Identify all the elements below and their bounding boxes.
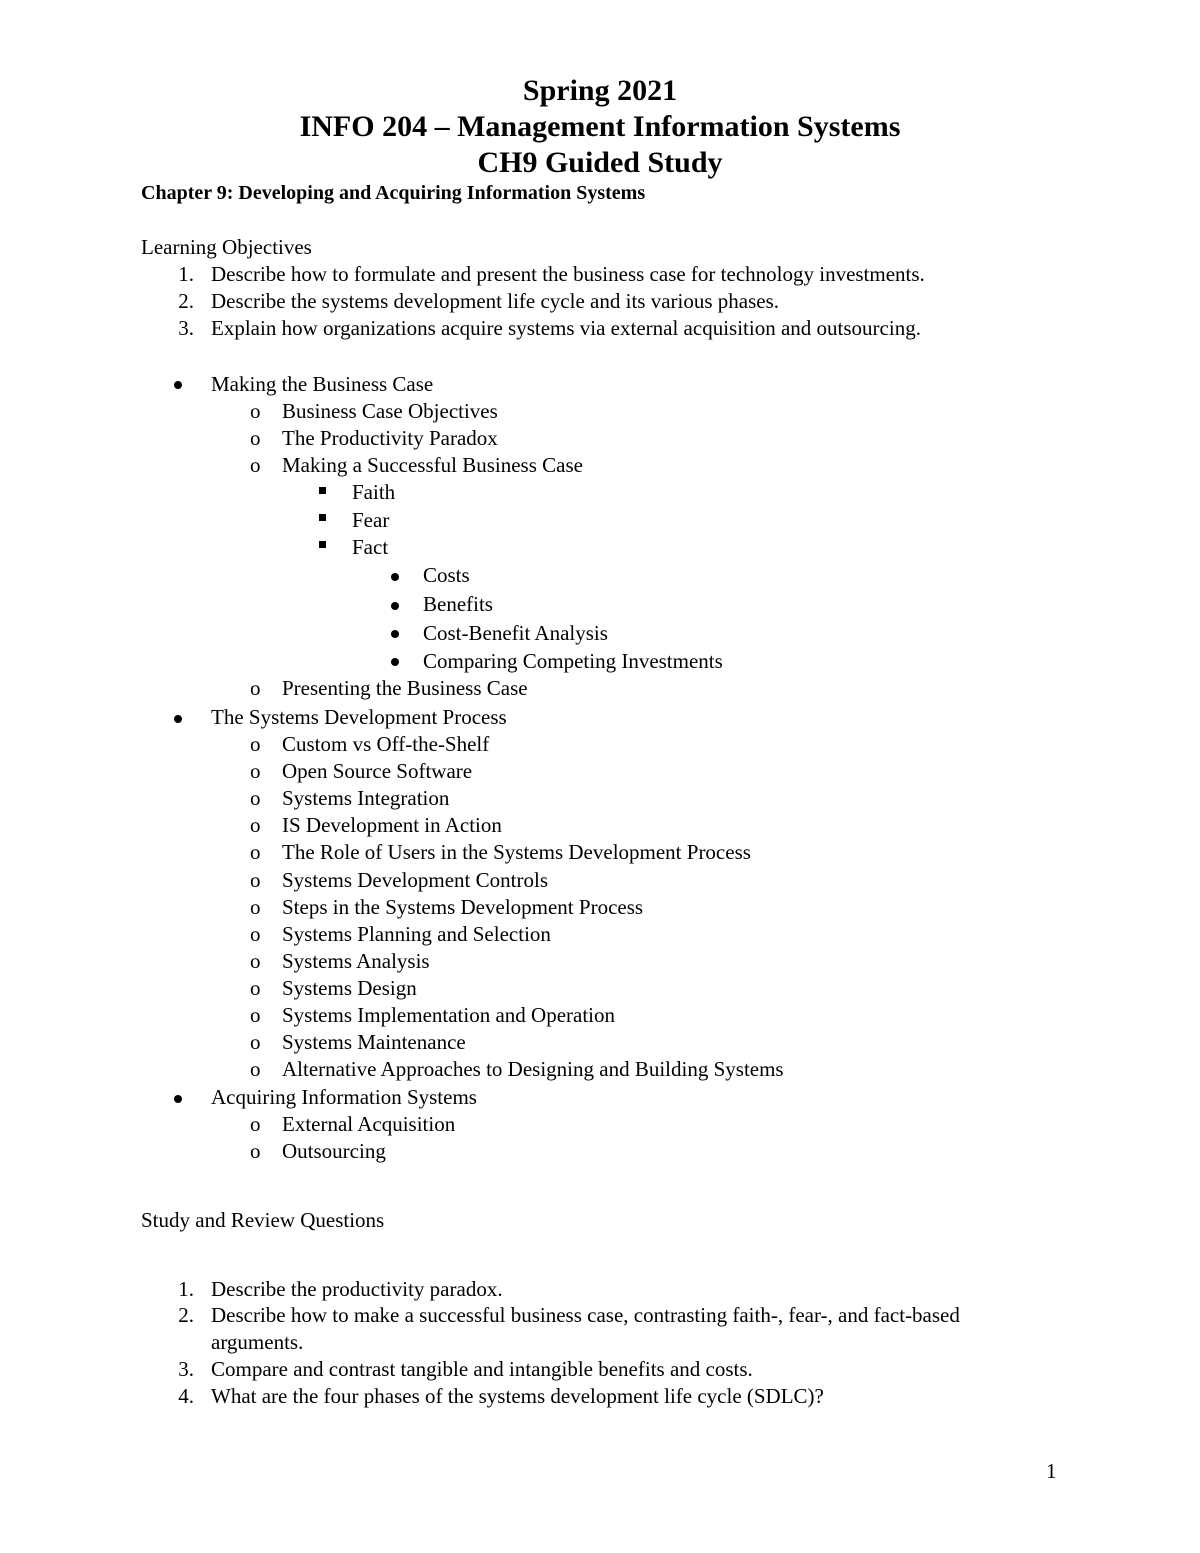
sub-bullet-icon: o xyxy=(250,1057,261,1081)
sub-bullet-icon: o xyxy=(250,453,261,477)
bullet-icon xyxy=(391,630,399,638)
question-number: 1. xyxy=(178,1277,194,1301)
objective-item: Describe how to formulate and present the business case for technology investments. xyxy=(211,262,925,286)
sub-bullet-icon: o xyxy=(250,759,261,783)
outline-level4-item: Comparing Competing Investments xyxy=(423,649,723,673)
review-question-continued: arguments. xyxy=(211,1330,304,1354)
sub-bullet-icon: o xyxy=(250,813,261,837)
sub-bullet-icon: o xyxy=(250,840,261,864)
outline-subitem: Systems Planning and Selection xyxy=(282,922,551,946)
sub-bullet-icon: o xyxy=(250,868,261,892)
objective-item: Describe the systems development life cycle and its various phases. xyxy=(211,289,780,313)
outline-subitem: External Acquisition xyxy=(282,1112,456,1136)
outline-subitem: Outsourcing xyxy=(282,1139,386,1163)
learning-objectives-heading: Learning Objectives xyxy=(141,235,312,259)
outline-section: Acquiring Information Systems xyxy=(211,1085,477,1109)
outline-subitem: Alternative Approaches to Designing and Building Systems xyxy=(282,1057,784,1081)
sub-bullet-icon: o xyxy=(250,1003,261,1027)
objective-item: Explain how organizations acquire systems via external acquisition and outsourcing. xyxy=(211,316,921,340)
outline-level4-item: Costs xyxy=(423,563,470,587)
course-title: INFO 204 – Management Information Systems xyxy=(299,110,901,143)
outline-subitem: Custom vs Off-the-Shelf xyxy=(282,732,490,756)
page-number: 1 xyxy=(1046,1459,1057,1483)
outline-subitem: Making a Successful Business Case xyxy=(282,453,583,477)
outline-subitem: Systems Maintenance xyxy=(282,1030,466,1054)
review-question: Describe the productivity paradox. xyxy=(211,1277,503,1301)
outline-subsubitem: Fact xyxy=(352,535,389,559)
question-number: 3. xyxy=(178,1357,194,1381)
bullet-icon xyxy=(174,381,182,389)
outline-subitem: Systems Development Controls xyxy=(282,868,548,892)
question-number: 2. xyxy=(178,1303,194,1327)
bullet-icon xyxy=(391,602,399,610)
review-heading: Study and Review Questions xyxy=(141,1208,385,1232)
outline-subitem: Business Case Objectives xyxy=(282,399,498,423)
outline-subitem: Systems Design xyxy=(282,976,417,1000)
chapter-title: Chapter 9: Developing and Acquiring Information Systems xyxy=(141,182,646,204)
review-question: Compare and contrast tangible and intangible benefits and costs. xyxy=(211,1357,753,1381)
sub-bullet-icon: o xyxy=(250,786,261,810)
sub-bullet-icon: o xyxy=(250,732,261,756)
guide-title: CH9 Guided Study xyxy=(477,146,723,179)
outline-subsubitem: Fear xyxy=(352,508,390,532)
outline-subitem: Systems Implementation and Operation xyxy=(282,1003,616,1027)
sub-bullet-icon: o xyxy=(250,426,261,450)
outline-subitem: The Productivity Paradox xyxy=(282,426,498,450)
sub-bullet-icon: o xyxy=(250,1139,261,1163)
bullet-icon xyxy=(391,573,399,581)
sub-bullet-icon: o xyxy=(250,922,261,946)
outline-subitem: Steps in the Systems Development Process xyxy=(282,895,644,919)
square-bullet-icon xyxy=(319,541,326,548)
outline-subsubitem: Faith xyxy=(352,480,396,504)
sub-bullet-icon: o xyxy=(250,1112,261,1136)
outline-subitem: Systems Integration xyxy=(282,786,450,810)
outline-section: The Systems Development Process xyxy=(211,705,507,729)
outline-subitem: IS Development in Action xyxy=(282,813,502,837)
sub-bullet-icon: o xyxy=(250,949,261,973)
bullet-icon xyxy=(174,1095,182,1103)
objective-number: 2. xyxy=(178,289,194,313)
outline-level4-item: Cost-Benefit Analysis xyxy=(423,621,608,645)
bullet-icon xyxy=(174,715,182,723)
square-bullet-icon xyxy=(319,487,326,494)
outline-subitem: The Role of Users in the Systems Development Process xyxy=(282,840,751,864)
outline-subitem: Presenting the Business Case xyxy=(282,676,528,700)
outline-subitem: Open Source Software xyxy=(282,759,473,783)
objective-number: 1. xyxy=(178,262,194,286)
bullet-icon xyxy=(391,658,399,666)
review-question: Describe how to make a successful business case, contrasting faith-, fear-, and fact-based xyxy=(211,1303,960,1327)
outline-level4-item: Benefits xyxy=(423,592,493,616)
objective-number: 3. xyxy=(178,316,194,340)
review-question: What are the four phases of the systems development life cycle (SDLC)? xyxy=(211,1384,824,1408)
question-number: 4. xyxy=(178,1384,194,1408)
outline-section: Making the Business Case xyxy=(211,372,434,396)
sub-bullet-icon: o xyxy=(250,399,261,423)
term-title: Spring 2021 xyxy=(522,74,678,107)
sub-bullet-icon: o xyxy=(250,976,261,1000)
sub-bullet-icon: o xyxy=(250,895,261,919)
sub-bullet-icon: o xyxy=(250,1030,261,1054)
square-bullet-icon xyxy=(319,514,326,521)
sub-bullet-icon: o xyxy=(250,676,261,700)
outline-subitem: Systems Analysis xyxy=(282,949,430,973)
